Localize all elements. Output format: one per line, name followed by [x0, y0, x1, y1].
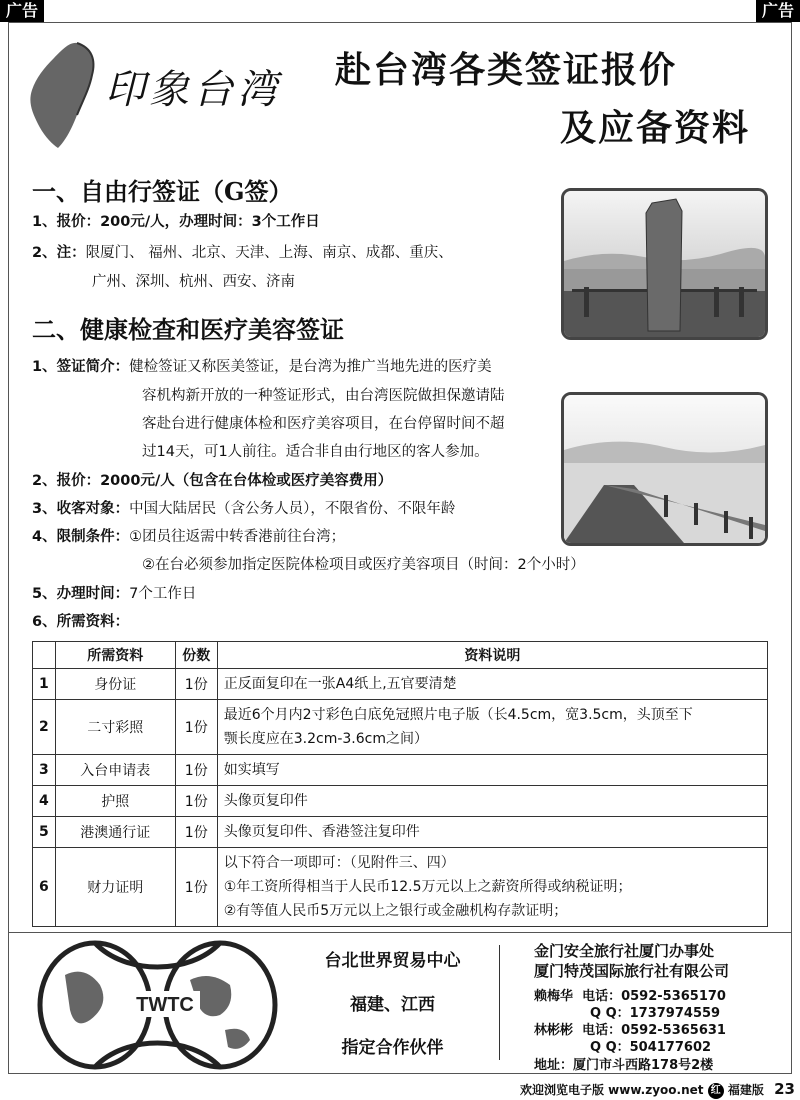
- page-title-line1: 赴台湾各类签证报价: [335, 49, 678, 91]
- table-row: [33, 700, 768, 755]
- section2-intro-line4: 过14天，可1人前往。适合非自由行地区的客人参加。: [142, 444, 489, 460]
- row-desc: [217, 817, 767, 848]
- table-header-row: [33, 642, 768, 669]
- contact2-qq: Q Q：504177602: [590, 1040, 712, 1055]
- row-name: 护照: [55, 786, 175, 817]
- row-desc-line: 正反面复印在一张A4纸上,五官要清楚: [223, 676, 457, 692]
- footer-vertical-divider: [499, 945, 500, 1060]
- table-row: [33, 669, 768, 700]
- section2-time-label: 5、办理时间：: [32, 586, 130, 602]
- edition-text: 福建版: [727, 1083, 764, 1097]
- twtc-globe-logo: [30, 935, 285, 1075]
- section1-price: [32, 212, 320, 232]
- section2-intro: [32, 357, 492, 377]
- row-desc: [217, 848, 767, 927]
- row-desc-line: ②有等值人民币5万元以上之银行或金融机构存款证明；: [223, 903, 568, 919]
- section1-price-label: 1、报价：: [32, 214, 101, 230]
- section2-limit-line2: ②在台必须参加指定医院体检项目或医疗美容项目（时间：2个小时）: [142, 557, 585, 573]
- table-row: [33, 755, 768, 786]
- row-desc-line: 如实填写: [223, 762, 280, 778]
- row-name: 身份证: [55, 669, 175, 700]
- row-count: 1份: [175, 817, 217, 848]
- edition-badge-icon: 红: [708, 1083, 724, 1099]
- lake-pier-photo: [561, 392, 768, 546]
- section1-note-line2: 广州、深圳、杭州、西安、济南: [92, 274, 295, 290]
- section2-target: [32, 499, 455, 519]
- row-desc-line: ①年工资所得相当于人民币12.5万元以上之薪资所得或纳税证明；: [223, 879, 632, 895]
- table-row: [33, 786, 768, 817]
- section2-limit: [32, 527, 345, 547]
- section2-intro-line3: 客赴台进行健康体检和医疗美容项目，在台停留时间不超: [142, 416, 505, 432]
- row-desc: [217, 755, 767, 786]
- section2-target-label: 3、收客对象：: [32, 501, 130, 517]
- required-docs-table: [32, 641, 768, 927]
- row-num: 2: [33, 700, 56, 755]
- section2-limit-label: 4、限制条件：: [32, 529, 130, 545]
- section2-price-text: 2000元/人（包含在台体检或医疗美容费用）: [100, 473, 393, 489]
- table-header-num: [33, 642, 56, 669]
- section2-time-text: 7个工作日: [129, 586, 197, 602]
- row-desc: [217, 786, 767, 817]
- partner-line3: 指定合作伙伴: [341, 1038, 444, 1058]
- section1-heading: 一、自由行签证（G签）: [32, 177, 293, 206]
- section2-time: [32, 584, 196, 604]
- row-name: 财力证明: [55, 848, 175, 927]
- row-name: 港澳通行证: [55, 817, 175, 848]
- section1-note-label: 2、注：: [32, 245, 86, 261]
- ad-label-right: 广告: [756, 0, 800, 22]
- row-count: 1份: [175, 786, 217, 817]
- row-name: 二寸彩照: [55, 700, 175, 755]
- table-row: [33, 848, 768, 927]
- section1-price-text: 200元/人，办理时间：3个工作日: [100, 214, 320, 230]
- taiwan-map-icon: [22, 40, 102, 152]
- page-title-line2: 及应备资料: [560, 107, 751, 149]
- row-desc: [217, 700, 767, 755]
- row-desc-line: 头像页复印件: [223, 793, 308, 809]
- section2-price-label: 2、报价：: [32, 473, 101, 489]
- globe-logo-text: TWTC: [136, 994, 194, 1016]
- logo-text: 印象台湾: [105, 67, 281, 113]
- row-name: 入台申请表: [55, 755, 175, 786]
- row-desc-line: 头像页复印件、香港签注复印件: [223, 824, 420, 840]
- footer-divider: [8, 932, 792, 933]
- table-header-name: 所需资料: [55, 642, 175, 669]
- contact2-name: 林彬彬: [534, 1023, 574, 1038]
- row-count: 1份: [175, 700, 217, 755]
- partner-line1: 台北世界贸易中心: [324, 951, 461, 971]
- section2-heading: 二、健康检查和医疗美容签证: [32, 315, 344, 344]
- table-row: [33, 817, 768, 848]
- section2-intro-line1: 健检签证又称医美签证，是台湾为推广当地先进的医疗美: [129, 359, 492, 375]
- ad-label-left: 广告: [0, 0, 44, 22]
- table-header-count: 份数: [175, 642, 217, 669]
- section2-docs-label: 6、所需资料：: [32, 614, 130, 630]
- section1-note-line1: 限厦门、 福州、北京、天津、上海、南京、成都、重庆、: [85, 245, 453, 261]
- partner-line2: 福建、江西: [350, 995, 435, 1015]
- page-number: 23: [774, 1080, 795, 1098]
- row-desc-line: 以下符合一项即可：（见附件三、四）: [223, 855, 455, 871]
- stone-monument-photo: [561, 188, 768, 340]
- row-num: 3: [33, 755, 56, 786]
- contact1-qq: Q Q：1737974559: [590, 1006, 721, 1021]
- section2-intro-line2: 容机构新开放的一种签证形式，由台湾医院做担保邀请陆: [142, 388, 505, 404]
- row-desc-line: 最近6个月内2寸彩色白底免冠照片电子版（长4.5cm，宽3.5cm，头顶至下: [223, 707, 693, 723]
- section1-note: [32, 243, 453, 263]
- row-num: 4: [33, 786, 56, 817]
- contact1-tel-text: 电话：0592-5365170: [582, 989, 726, 1004]
- section2-price: [32, 471, 392, 491]
- contact2-tel-text: 电话：0592-5365631: [582, 1023, 726, 1038]
- row-count: 1份: [175, 848, 217, 927]
- row-count: 1份: [175, 669, 217, 700]
- row-num: 6: [33, 848, 56, 927]
- section2-target-text: 中国大陆居民（含公务人员），不限省份、不限年龄: [129, 501, 456, 517]
- contact1-name: 赖梅华: [534, 989, 574, 1004]
- agency-line2: 厦门特茂国际旅行社有限公司: [534, 962, 730, 980]
- row-num: 1: [33, 669, 56, 700]
- row-desc: [217, 669, 767, 700]
- table-header-desc: 资料说明: [217, 642, 767, 669]
- bottom-bar: [520, 1080, 795, 1099]
- address: 地址：厦门市斗西路178号2楼: [534, 1058, 714, 1073]
- agency-line1: 金门安全旅行社厦门办事处: [534, 942, 715, 960]
- row-num: 5: [33, 817, 56, 848]
- row-desc-line: 颚长度应在3.2cm-3.6cm之间）: [223, 731, 429, 747]
- welcome-text: 欢迎浏览电子版 www.zyoo.net: [520, 1083, 704, 1097]
- section2-intro-label: 1、签证简介：: [32, 359, 130, 375]
- row-count: 1份: [175, 755, 217, 786]
- section2-limit-line1: ①团员往返需中转香港前往台湾；: [129, 529, 346, 545]
